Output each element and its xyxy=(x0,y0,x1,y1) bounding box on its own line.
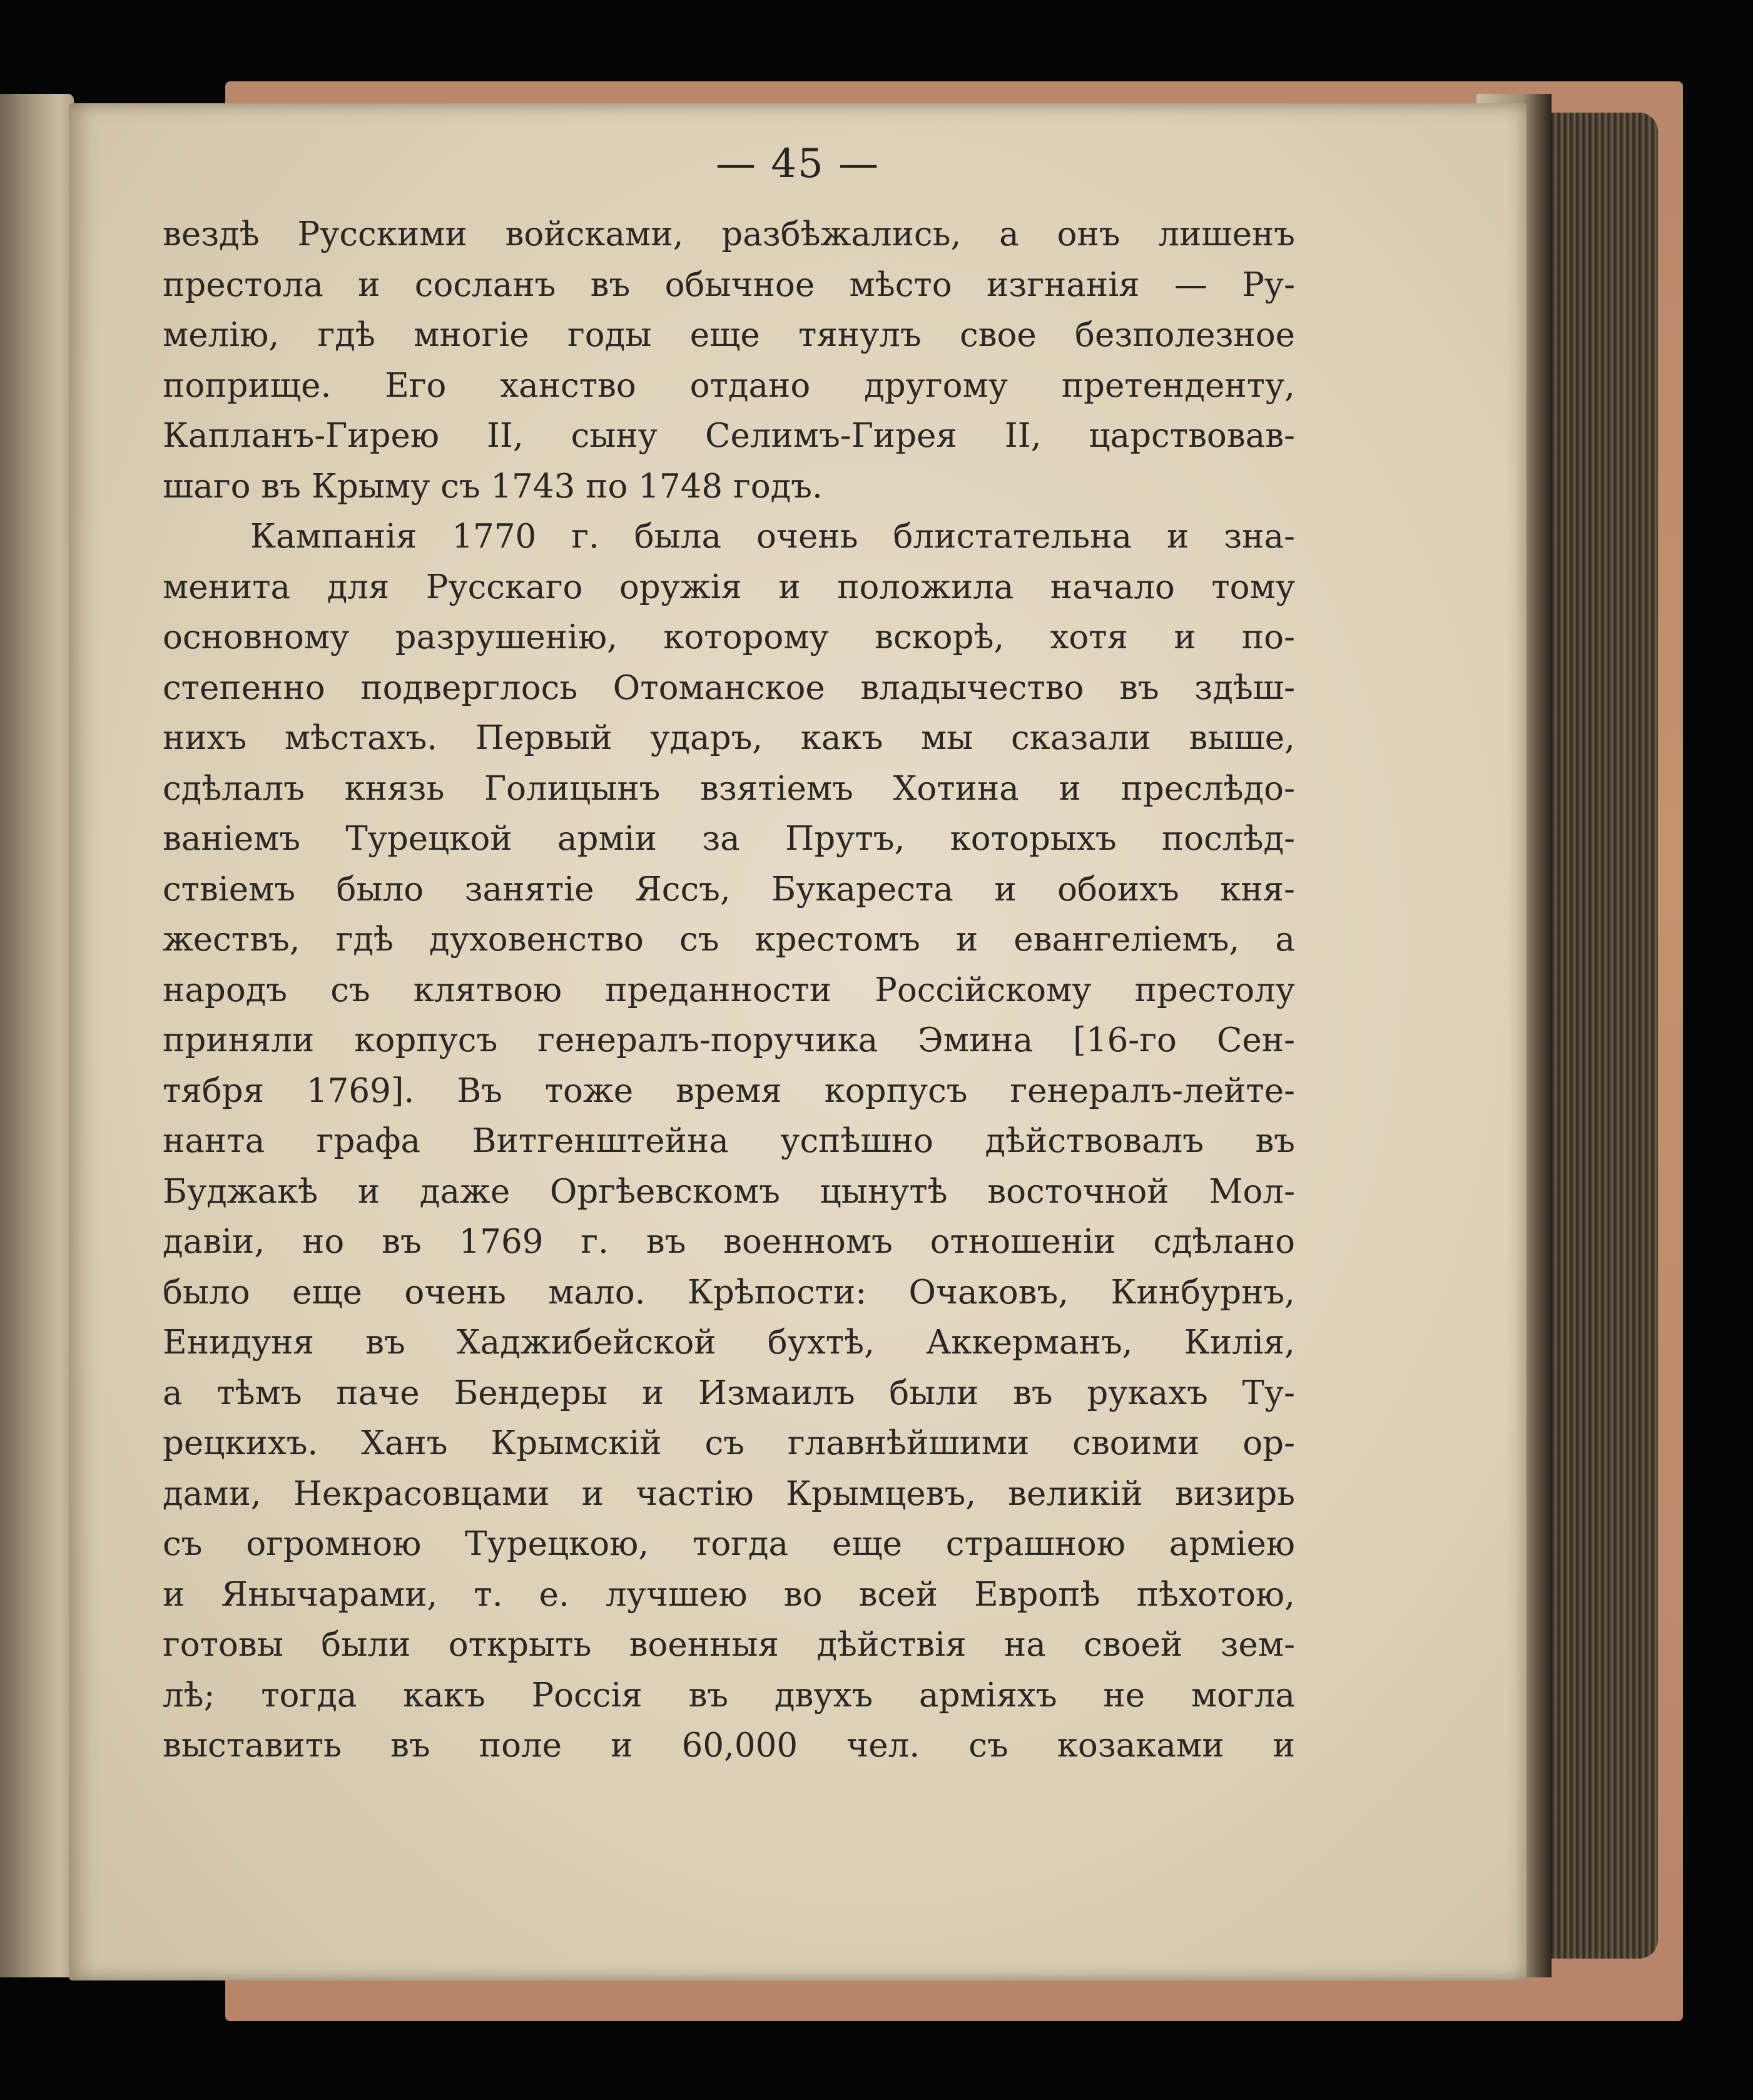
text-line: лѣ; тогда какъ Россія въ двухъ арміяхъ не могла xyxy=(163,1676,1295,1715)
text-line: поприще. Его ханство отдано другому претенденту, xyxy=(163,366,1295,405)
text-line: сдѣлалъ князь Голицынъ взятіемъ Хотина и преслѣдо- xyxy=(163,769,1295,808)
text-line: Капланъ-Гирею II, сыну Селимъ-Гирея II, царствовав- xyxy=(163,417,1295,455)
text-line: мелію, гдѣ многіе годы еще тянулъ свое безполезное xyxy=(163,316,1295,354)
book-page xyxy=(69,103,1527,1980)
text-line: ваніемъ Турецкой арміи за Прутъ, которыхъ послѣд- xyxy=(163,820,1295,858)
left-page-edge xyxy=(0,94,74,1977)
text-line: а тѣмъ паче Бендеры и Измаилъ были въ рукахъ Ту- xyxy=(163,1374,1295,1412)
text-line: было еще очень мало. Крѣпости: Очаковъ, Кинбурнъ, xyxy=(163,1273,1295,1312)
text-line: приняли корпусъ генералъ-поручика Эмина [16-го Сен- xyxy=(163,1021,1295,1059)
text-line: ствіемъ было занятіе Яссъ, Букареста и обоихъ кня- xyxy=(163,870,1295,909)
text-line: менита для Русскаго оружія и положила начало тому xyxy=(163,568,1295,606)
text-line: тября 1769]. Въ тоже время корпусъ генералъ-лейте- xyxy=(163,1071,1295,1110)
text-line: шаго въ Крыму съ 1743 по 1748 годъ. xyxy=(163,467,823,506)
text-line: основному разрушенію, которому вскорѣ, хотя и по- xyxy=(163,618,1295,656)
text-line: нихъ мѣстахъ. Первый ударъ, какъ мы сказали выше, xyxy=(163,719,1295,757)
text-line: готовы были открыть военныя дѣйствія на своей зем- xyxy=(163,1626,1295,1664)
text-line: и Янычарами, т. е. лучшею во всей Европѣ пѣхотою, xyxy=(163,1575,1295,1614)
text-line: народъ съ клятвою преданности Россійскому престолу xyxy=(163,971,1295,1009)
text-line: жествъ, гдѣ духовенство съ крестомъ и евангеліемъ, а xyxy=(163,920,1295,959)
text-line: нанта графа Витгенштейна успѣшно дѣйствовалъ въ xyxy=(163,1122,1295,1160)
text-line: вездѣ Русскими войсками, разбѣжались, а онъ лишенъ xyxy=(163,215,1295,253)
text-line: Енидуня въ Хаджибейской бухтѣ, Аккерманъ, Килія, xyxy=(163,1323,1295,1362)
paragraph-start-line: Кампанія 1770 г. была очень блистательна и зна- xyxy=(250,517,1295,556)
text-line: степенно подверглось Отоманское владычество въ здѣш- xyxy=(163,668,1295,707)
page-number: — 45 — xyxy=(715,141,880,187)
text-line: рецкихъ. Ханъ Крымскій съ главнѣйшими своими ор- xyxy=(163,1424,1295,1462)
text-line: дами, Некрасовцами и частію Крымцевъ, великій визирь xyxy=(163,1474,1295,1513)
text-line: съ огромною Турецкою, тогда еще страшною арміею xyxy=(163,1525,1295,1563)
text-line: Буджакѣ и даже Оргѣевскомъ цынутѣ восточной Мол- xyxy=(163,1172,1295,1211)
page-text xyxy=(163,210,1295,1771)
text-line: престола и сосланъ въ обычное мѣсто изгнанія — Ру- xyxy=(163,265,1295,304)
text-line: выставить въ поле и 60,000 чел. съ козаками и xyxy=(163,1726,1295,1765)
text-line: давіи, но въ 1769 г. въ военномъ отношеніи сдѣлано xyxy=(163,1223,1295,1261)
